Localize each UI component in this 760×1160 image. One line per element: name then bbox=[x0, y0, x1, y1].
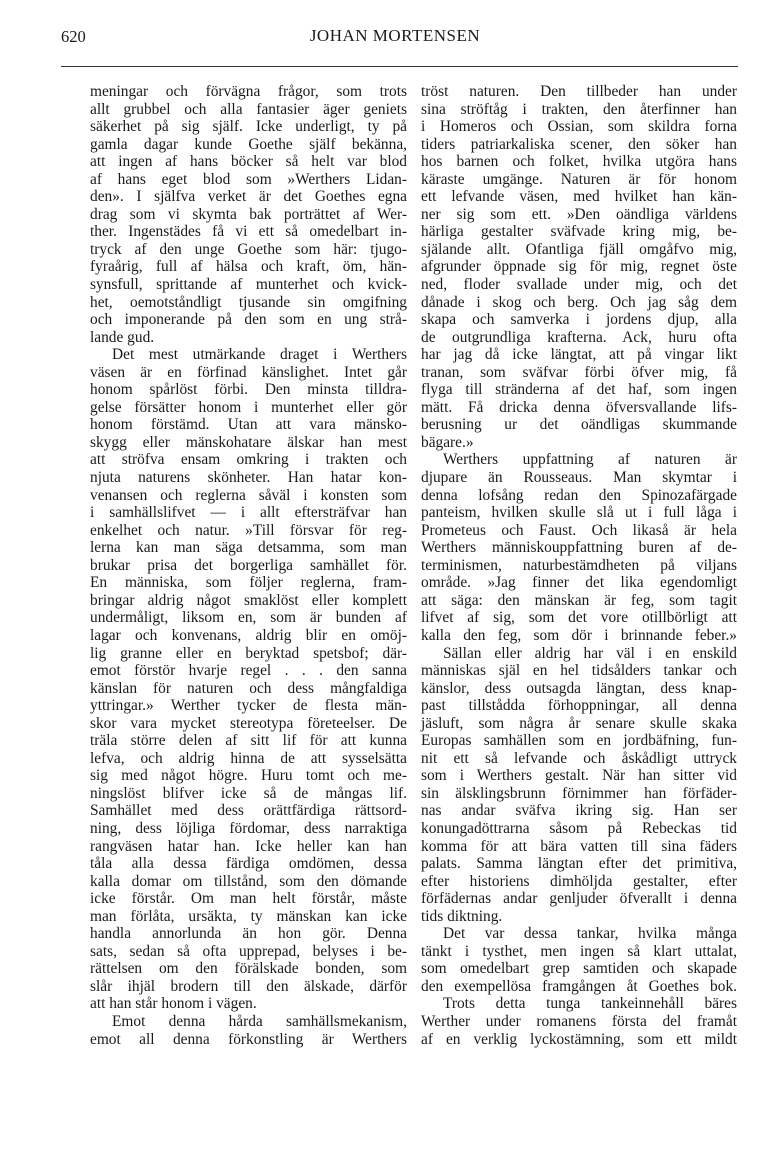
text-line: säkerhet på sig själf. Icke underligt, ty på bbox=[90, 118, 407, 136]
text-line: ning, dess löjliga fördomar, dess narraktiga bbox=[90, 819, 407, 837]
text-line: venansen och reglerna såväl i konsten som bbox=[90, 486, 407, 504]
text-line: som i Werthers gestalt. När han sitter vid bbox=[421, 767, 737, 785]
text-line: mätt. Få dricka denna öfversvallande lifs- bbox=[421, 398, 737, 416]
text-line: meningar och förvägna frågor, som trots bbox=[90, 83, 407, 100]
text-line: af hans eget blod som »Werthers Lidan- bbox=[90, 170, 407, 188]
text-line: panteism, hvilken skulle slå ut i full låga i bbox=[421, 504, 737, 522]
text-line: kalla domar om tillstånd, som den dömande bbox=[90, 872, 407, 890]
text-line: ned, floder svallade under mig, och det bbox=[421, 276, 737, 294]
text-line: Trots detta tunga tankeinnehåll bäres bbox=[443, 995, 737, 1013]
text-line: lifvet af sig, som det vore otillbörligt att bbox=[421, 609, 737, 627]
text-line: njuta naturens skönheter. Han hatar kon- bbox=[90, 469, 407, 487]
text-line: lerna kan man säga detsamma, som man bbox=[90, 539, 407, 557]
text-line: lefva, och aldrig hinna de att sysselsätta bbox=[90, 749, 407, 767]
text-line: känslor, dess outsagda längtan, dess knap- bbox=[421, 679, 737, 697]
text-line: Sällan eller aldrig har väl i en enskild bbox=[443, 644, 737, 662]
text-line: skor vara mycket stereotypa företeelser. De bbox=[90, 714, 407, 732]
text-line: het, oemotståndligt tjusande sin omgifning bbox=[90, 293, 407, 311]
text-line: ner sig som ett. »Den oändliga världens bbox=[421, 205, 737, 223]
text-line: brukar prisa det borgerliga samhället för. bbox=[90, 556, 407, 574]
text-line: själande allt. Ofantliga fjäll omgåfvo mig, bbox=[421, 240, 737, 258]
text-line: nas andar sväfva ikring sig. Han ser bbox=[421, 802, 737, 820]
text-line: tröst naturen. Den tillbeder han under bbox=[421, 83, 737, 100]
text-line: lande gud. bbox=[90, 328, 155, 346]
text-line: tänkt i tysthet, men ingen så klart uttalat, bbox=[421, 942, 737, 960]
text-line: dånade i skog och berg. Och jag såg dem bbox=[421, 293, 737, 311]
text-line: sina ströftåg i trakten, den återfinner han bbox=[421, 100, 737, 118]
text-line: enkelhet och natur. »Till försvar för reg- bbox=[90, 521, 407, 539]
text-line: de outgrundliga krafterna. Ack, huru ofta bbox=[421, 328, 737, 346]
text-line: kalla den feg, som dör i brinnande feber.» bbox=[421, 626, 737, 644]
text-line: den». I själfva verket är det Goethes egna bbox=[90, 188, 407, 206]
text-line: i samhällslifvet — i allt eftersträfvar han bbox=[90, 504, 407, 522]
text-line: ett lefvande väsen, med hvilket han kän- bbox=[421, 188, 737, 206]
text-line: man förlåta, ursäkta, ty mänskan kan icke bbox=[90, 907, 407, 925]
text-line: honom förstämd. Utan att vara mänsko- bbox=[90, 416, 407, 434]
text-line: ther. Ingenstädes få vi ett så omedelbart in- bbox=[90, 223, 407, 241]
page-number: 620 bbox=[61, 27, 86, 46]
text-line: Det var dessa tankar, hvilka många bbox=[443, 925, 737, 943]
text-line: drag som vi skymta bak porträttet af Wer- bbox=[90, 205, 407, 223]
text-line: att säga: den mänskan är feg, som tagit bbox=[421, 591, 737, 609]
text-line: Werther under romanens första del framåt bbox=[421, 1012, 737, 1030]
text-line: rättelsen om den förälskade bonden, som bbox=[90, 960, 407, 978]
text-line: härliga gestalter sväfvade kring mig, be- bbox=[421, 223, 737, 241]
text-line: träla större delen af sitt lif för att kunna bbox=[90, 732, 407, 750]
text-line: Werthers människouppfattning buren af de- bbox=[421, 539, 737, 557]
text-line: förfädernas andar genljuder öfverallt i denna bbox=[421, 890, 737, 908]
text-line: past tillstådda förhoppningar, all denna bbox=[421, 697, 737, 715]
text-line: bägare.» bbox=[421, 433, 474, 451]
text-line: honom spårlöst förbi. Den minsta tilldra- bbox=[90, 381, 407, 399]
text-line: den exempellösa framgången åt Goethes bok. bbox=[421, 977, 737, 995]
text-line: rangväsen hatar han. Icke heller kan han bbox=[90, 837, 407, 855]
text-line: att han står honom i vägen. bbox=[90, 995, 257, 1013]
text-line: gamla dagar kunde Goethe själf bekänna, bbox=[90, 135, 407, 153]
text-line: Prometeus och Faust. Och likaså är hela bbox=[421, 521, 737, 539]
text-line: Emot denna hårda samhällsmekanism, bbox=[112, 1012, 407, 1030]
text-line: sats, sedan så ofta upprepad, belyses i be- bbox=[90, 942, 407, 960]
text-line: afgrunder öppnade sig för mig, regnet öste bbox=[421, 258, 737, 276]
text-line: emot förstör hvarje regel . . . den sanna bbox=[90, 662, 407, 680]
text-line: gelse försätter honom i munterhet eller gör bbox=[90, 398, 407, 416]
text-line: fyraårig, full af hälsa och kraft, öm, hän- bbox=[90, 258, 407, 276]
text-line: område. »Jag finner det lika egendomligt bbox=[421, 574, 737, 592]
text-line: emot all denna förkonstling är Werthers bbox=[90, 1030, 407, 1048]
text-line: i Homeros och Ossian, som skildra forna bbox=[421, 118, 737, 136]
text-line: terminismen, naturbestämdheten på viljans bbox=[421, 556, 737, 574]
text-line: tåla alla dessa färdiga omdömen, dessa bbox=[90, 855, 407, 873]
text-line: Europas samhällen som en jordbäfning, fun- bbox=[421, 732, 737, 750]
text-line: efter historiens dimhöljda gestalter, efter bbox=[421, 872, 737, 890]
text-line: tryck af den unge Goethe som här: tjugo- bbox=[90, 240, 407, 258]
text-line: Det mest utmärkande draget i Werthers bbox=[112, 346, 407, 364]
text-line: människas själ en hel tidsålders tankar och bbox=[421, 662, 737, 680]
text-line: synsfull, sprittande af munterhet och kvick- bbox=[90, 276, 407, 294]
left-column bbox=[90, 83, 407, 1048]
text-line: tiders patriarkaliska scener, den söker han bbox=[421, 135, 737, 153]
text-line: skapa och samverka i jordens djup, alla bbox=[421, 311, 737, 329]
text-line: En människa, som följer reglerna, fram- bbox=[90, 574, 407, 592]
text-line: undermåligt, liksom en, som är bunden af bbox=[90, 609, 407, 627]
text-line: Werthers uppfattning af naturen är bbox=[443, 451, 737, 469]
text-line: tids diktning. bbox=[421, 907, 503, 925]
text-line: jäsluft, som några år senare skulle skaka bbox=[421, 714, 737, 732]
text-line: slår ihjäl brodern till den älskade, därför bbox=[90, 977, 407, 995]
header-rule bbox=[61, 66, 738, 67]
text-line: väsen är en förfinad känslighet. Intet går bbox=[90, 363, 407, 381]
text-line: lig granne eller en beryktad spetsbof; där- bbox=[90, 644, 407, 662]
text-line: handla annorlunda än hon gör. Denna bbox=[90, 925, 407, 943]
text-line: lagar och konvenans, aldrig blir en omöj- bbox=[90, 626, 407, 644]
text-line: har jag då icke längtat, att på vingar likt bbox=[421, 346, 737, 364]
text-line: icke förstår. Om man helt förstår, måste bbox=[90, 890, 407, 908]
text-line: berusning ur det oändligas skummande bbox=[421, 416, 737, 434]
text-line: konungadöttrarna såsom på Rebeckas tid bbox=[421, 819, 737, 837]
text-line: käraste umgänge. Naturen är för honom bbox=[421, 170, 737, 188]
text-line: yttringar.» Werther tycker de flesta män- bbox=[90, 697, 407, 715]
text-line: att ströfva ensam omkring i trakten och bbox=[90, 451, 407, 469]
text-line: djupare än Rousseaus. Man skymtar i bbox=[421, 469, 737, 487]
text-line: sig med något högre. Huru tomt och me- bbox=[90, 767, 407, 785]
text-line: ningslöst blifver icke så de mångas lif. bbox=[90, 784, 407, 802]
text-line: palats. Samma längtan efter det primitiva, bbox=[421, 855, 737, 873]
text-line: nit ett så lefvande och åskådligt uttryck bbox=[421, 749, 737, 767]
text-line: sin älsklingsbrunn förnimmer han förfäder- bbox=[421, 784, 737, 802]
text-line: komma för att bära vatten till sina fäders bbox=[421, 837, 737, 855]
text-line: denna lofsång redan den Spinozafärgade bbox=[421, 486, 737, 504]
text-line: af en verklig lyckostämning, som ett mildt bbox=[421, 1030, 737, 1048]
text-line: flyga till stränderna af det haf, som ingen bbox=[421, 381, 737, 399]
text-line: som omedelbart grep samtiden och skapade bbox=[421, 960, 737, 978]
text-line: hos barnen och folket, hvilka utgöra hans bbox=[421, 153, 737, 171]
running-title: JOHAN MORTENSEN bbox=[309, 26, 481, 45]
text-line: skygg eller mänskohatare älskar han mest bbox=[90, 433, 407, 451]
right-column bbox=[421, 83, 737, 1048]
text-line: känslan för naturen och dess mångfaldiga bbox=[90, 679, 407, 697]
text-line: tranan, som sväfvar förbi öfver mig, få bbox=[421, 363, 737, 381]
text-line: bringar aldrig något smaklöst eller komplett bbox=[90, 591, 407, 609]
text-line: och imponerande på den som en ung strå- bbox=[90, 311, 407, 329]
text-line: att ingen af hans böcker så helt var blod bbox=[90, 153, 407, 171]
text-line: Samhället med dess orättfärdiga rättsord- bbox=[90, 802, 407, 820]
text-line: allt grubbel och alla fantasier äger geniets bbox=[90, 100, 407, 118]
